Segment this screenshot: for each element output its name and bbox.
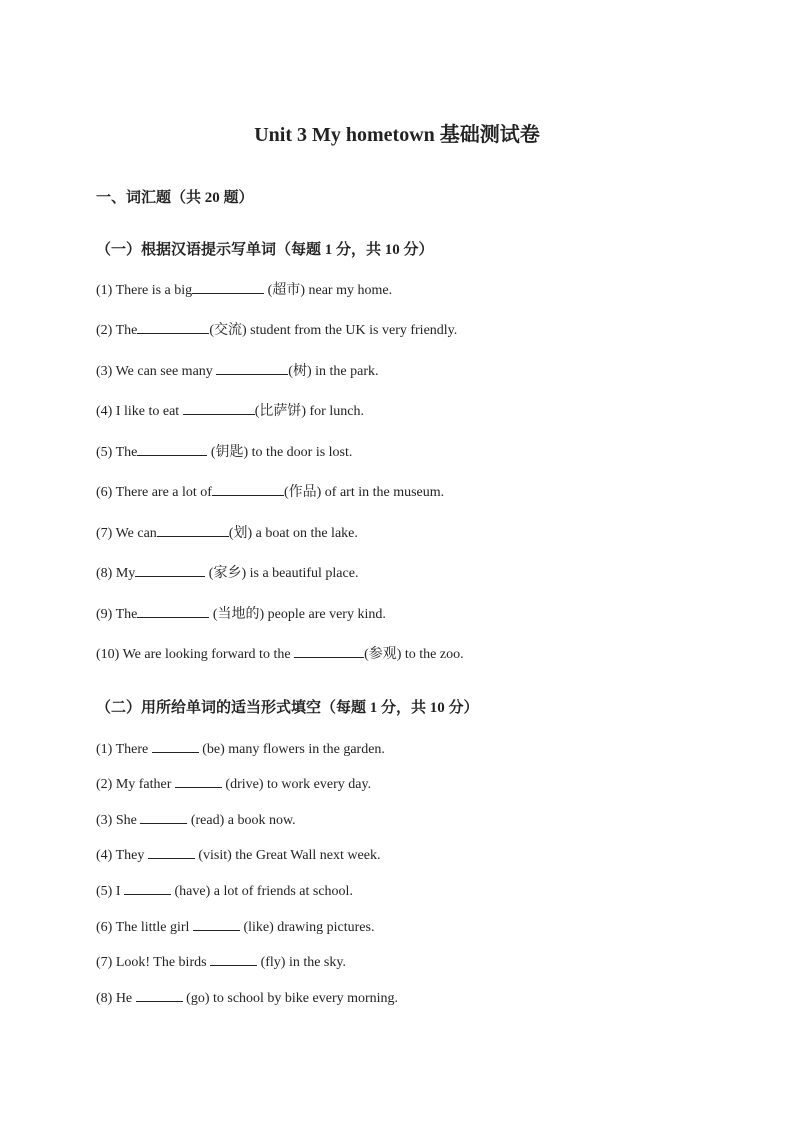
answer-blank[interactable] xyxy=(136,987,183,1002)
answer-blank[interactable] xyxy=(216,360,288,375)
question-1-8: (8) My (家乡) is a beautiful place. xyxy=(96,562,358,583)
answer-blank[interactable] xyxy=(148,844,195,859)
question-1-9: (9) The (当地的) people are very kind. xyxy=(96,603,386,624)
answer-blank[interactable] xyxy=(193,916,240,931)
question-2-4: (4) They (visit) the Great Wall next week. xyxy=(96,844,380,865)
question-2-3: (3) She (read) a book now. xyxy=(96,809,296,830)
question-1-2: (2) The (交流) student from the UK is very friendly. xyxy=(96,319,457,340)
part-heading-word-forms: （二）用所给单词的适当形式填空（每题 1 分，共 10 分） xyxy=(96,700,479,716)
part-heading-chinese-hints: （一）根据汉语提示写单词（每题 1 分，共 10 分） xyxy=(96,242,434,258)
question-2-5: (5) I (have) a lot of friends at school. xyxy=(96,880,353,901)
page-title: Unit 3 My hometown 基础测试卷 xyxy=(254,124,540,146)
section-heading-vocabulary: 一、词汇题（共 20 题） xyxy=(96,190,254,206)
question-1-3: (3) We can see many (树) in the park. xyxy=(96,360,379,381)
answer-blank[interactable] xyxy=(152,738,199,753)
answer-blank[interactable] xyxy=(183,400,255,415)
question-1-10: (10) We are looking forward to the (参观) to the zoo. xyxy=(96,643,464,664)
question-2-2: (2) My father (drive) to work every day. xyxy=(96,773,371,794)
answer-blank[interactable] xyxy=(137,441,207,456)
answer-blank[interactable] xyxy=(157,522,229,537)
answer-blank[interactable] xyxy=(135,562,205,577)
answer-blank[interactable] xyxy=(294,643,364,658)
question-2-8: (8) He (go) to school by bike every morning. xyxy=(96,987,398,1008)
answer-blank[interactable] xyxy=(137,319,209,334)
question-2-6: (6) The little girl (like) drawing pictures. xyxy=(96,916,374,937)
question-2-7: (7) Look! The birds (fly) in the sky. xyxy=(96,951,346,972)
answer-blank[interactable] xyxy=(175,773,222,788)
question-1-4: (4) I like to eat (比萨饼) for lunch. xyxy=(96,400,364,421)
answer-blank[interactable] xyxy=(210,951,257,966)
answer-blank[interactable] xyxy=(192,279,264,294)
question-1-5: (5) The (钥匙) to the door is lost. xyxy=(96,441,352,462)
answer-blank[interactable] xyxy=(140,809,187,824)
answer-blank[interactable] xyxy=(124,880,171,895)
answer-blank[interactable] xyxy=(137,603,209,618)
question-1-6: (6) There are a lot of (作品) of art in the museum. xyxy=(96,481,444,502)
question-2-1: (1) There (be) many flowers in the garden. xyxy=(96,738,385,759)
question-1-1: (1) There is a big (超市) near my home. xyxy=(96,279,392,300)
answer-blank[interactable] xyxy=(212,481,284,496)
question-1-7: (7) We can (划) a boat on the lake. xyxy=(96,522,358,543)
